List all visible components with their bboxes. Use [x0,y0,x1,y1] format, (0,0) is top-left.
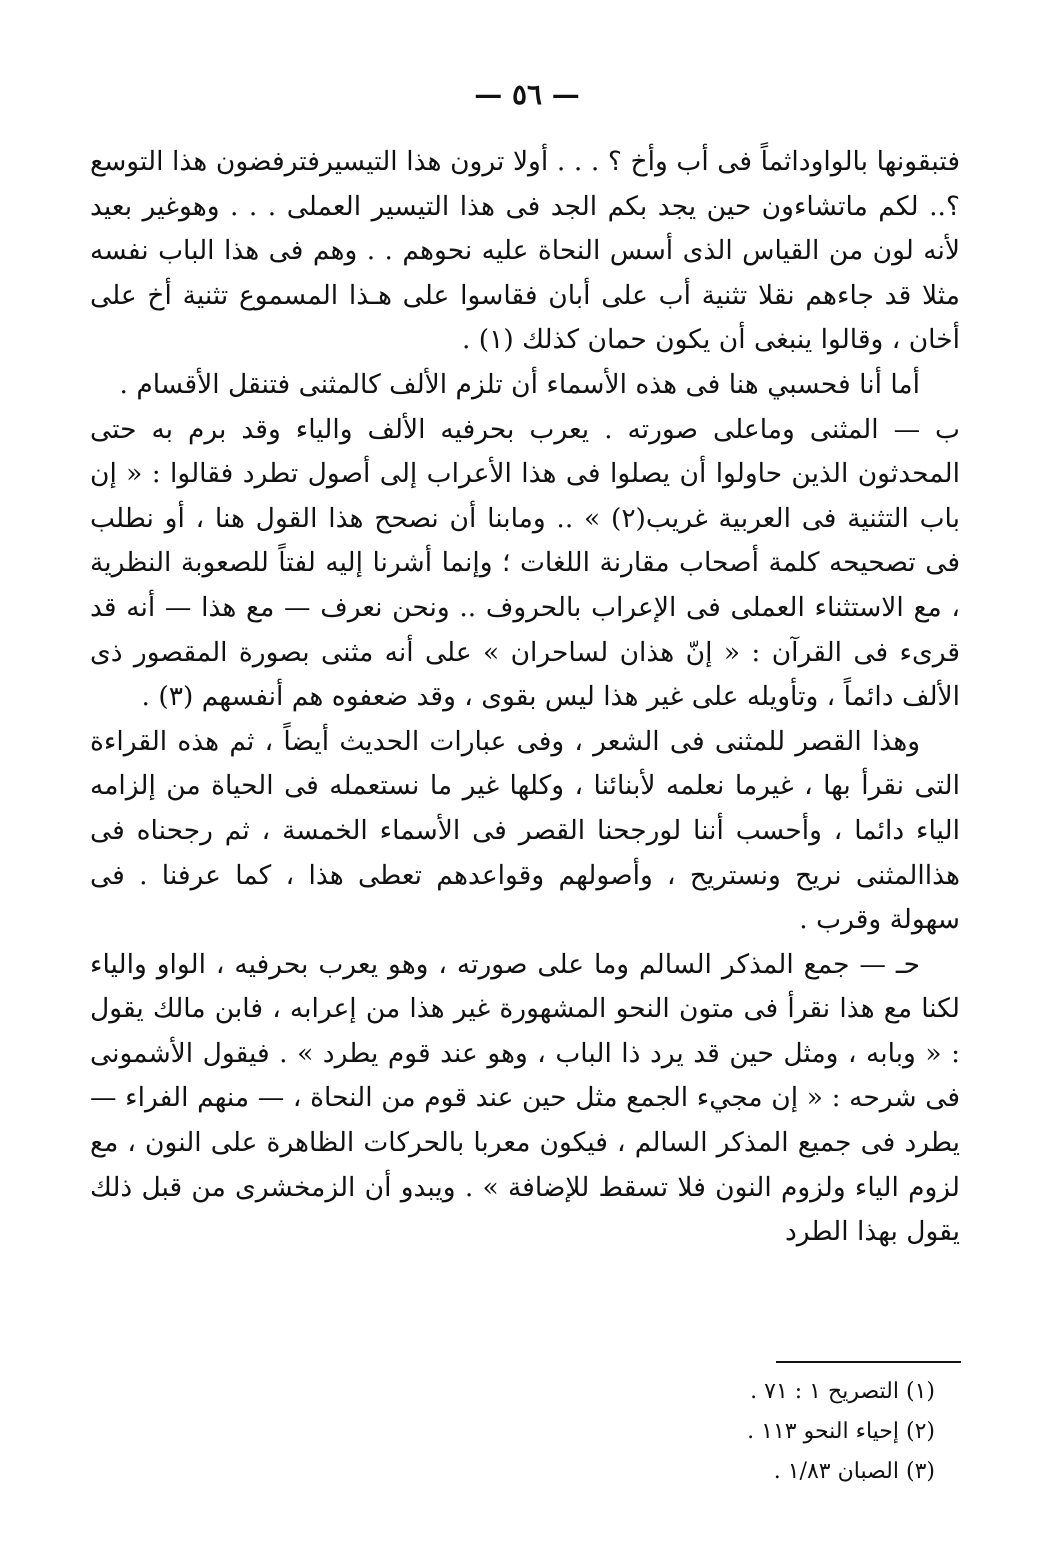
footnote: (١) التصريح ١ : ٧١ . [750,1379,935,1404]
paragraph: فتبقونها بالواوداثماً فى أب وأخ ؟ . . . أولا ترون هذا التيسيرفترفضون هذا التوسع ؟.. لكم ماتشاءون حين يجد بكم الجد فى هذا التيسير العملى . . . وهوغير بعيد لأنه لون من القياس الذى أسس النحاة عليه نحوهم . . وهم فى هذا الباب نفسه مثلا قد جاءهم نقلا تثنية أب على أبان فقاسوا على هـذا المسموع تثنية أخ على أخان ، وقالوا ينبغى أن يكون حمان كذلك (١) . [90,146,960,356]
footnote: (٣) الصبان ١/٨٣ . [773,1459,935,1484]
footnote-divider [776,1361,961,1363]
paragraph: أما أنا فحسبي هنا فى هذه الأسماء أن تلزم الألف كالمثنى فتنقل الأقسام . [119,368,920,400]
footnote: (٢) إحياء النحو ١١٣ . [747,1419,935,1444]
paragraph: ب — المثنى وماعلى صورته . يعرب بحرفيه الألف والياء وقد برم به حتى المحدثون الذين حاولوا أن يصلوا فى هذا الأعراب إلى أصول تطرد فقالوا : « إن باب التثنية فى العربية غريب(٢) » .. ومابنا أن نصحح هذا القول هنا ، أو نطلب فى تصحيحه كلمة أصحاب مقارنة اللغات ؛ وإنما أشرنا إليه لفتاً للصعوبة النظرية ، مع الاستثناء العملى فى الإعراب بالحروف .. ونحن نعرف — مع هذا — أنه قد قرىء فى القرآن : « إنّ هذان لساحران » على أنه مثنى بصورة المقصور ذى الألف دائماً ، وتأويله على غير هذا ليس بقوى ، وقد ضعفوه هم أنفسهم (٣) . [90,413,960,713]
body-text [90,140,960,1255]
paragraph: حـ — جمع المذكر السالم وما على صورته ، وهو يعرب بحرفيه ، الواو والياء لكنا مع هذا نقرأ فى متون النحو المشهورة غير هذا من إعرابه ، فابن مالك يقول : « وبابه ، ومثل حين قد يرد ذا الباب ، وهو عند قوم يطرد » . فيقول الأشمونى فى شرحه : « إن مجيء الجمع مثل حين عند قوم من النحاة ، — منهم الفراء — يطرد فى جميع المذكر السالم ، فيكون معربا بالحركات الظاهرة على النون ، مع لزوم الياء ولزوم النون فلا تسقط للإضافة » . ويبدو أن الزمخشرى من قبل ذلك يقول بهذا الطرد [90,948,960,1248]
page-number: — ٥٦ — [474,78,580,111]
footnotes [600,1372,935,1492]
paragraph: وهذا القصر للمثنى فى الشعر ، وفى عبارات الحديث أيضاً ، ثم هذه القراءة التى نقرأ بها ، غيرما نعلمه لأبنائنا ، وكلها غير ما نستعمله فى الحياة من إلزامه الياء دائما ، وأحسب أننا لورجحنا القصر فى الأسماء الخمسة ، ثم رجحناه فى هذاالمثنى نريح ونستريح ، وأصولهم وقواعدهم تعطى هذا ، كما عرفنا . فى سهولة وقرب . [90,725,960,936]
